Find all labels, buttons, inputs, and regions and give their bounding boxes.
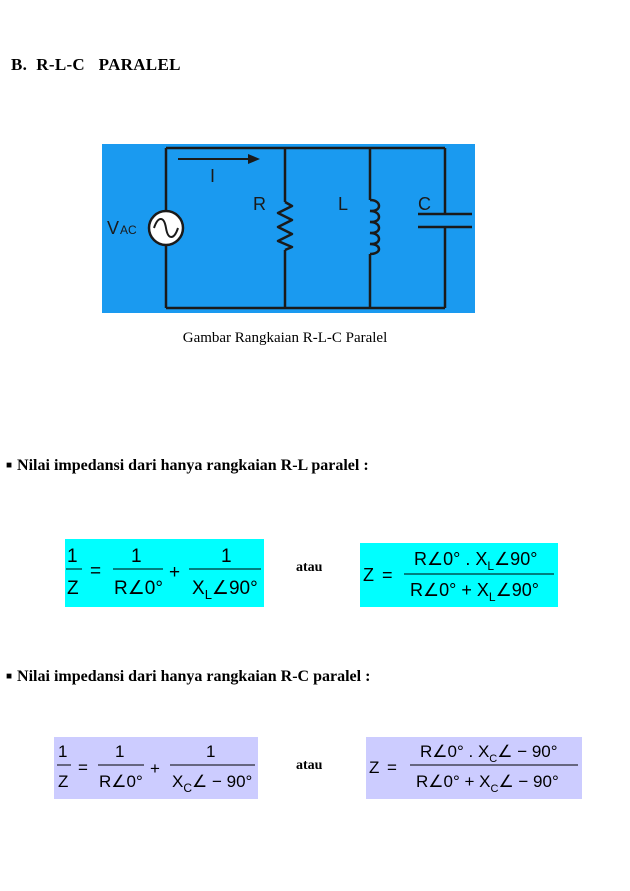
rl-left-t1-num: 1: [131, 546, 142, 567]
bullet-square-icon: ■: [6, 671, 13, 682]
rc-formula-left: [54, 737, 258, 799]
rl-left-eq: =: [90, 561, 102, 582]
rl-left-lhs-den: Z: [67, 578, 79, 599]
rl-heading: [6, 457, 369, 475]
rl-formula-left: [65, 539, 264, 607]
rc-right-lhs: Z: [369, 758, 380, 777]
rl-left-t1-den: R∠0°: [114, 578, 163, 599]
rc-left-t2-num: 1: [206, 742, 216, 761]
circuit-svg: [102, 144, 475, 313]
rc-left-t1-den: R∠0°: [99, 772, 143, 791]
rc-left-lhs-num: 1: [58, 742, 68, 761]
rl-right-den: R∠0° + $X_L\angle 90^\circ$: [410, 580, 539, 604]
rc-left-plus: +: [150, 759, 160, 778]
label-current: I: [210, 166, 216, 186]
label-source-sub: AC: [120, 223, 137, 237]
label-resistor: R: [253, 194, 266, 214]
rc-left-lhs-den: Z: [58, 772, 69, 791]
rl-left-t2-den: $X_L\angle 90^\circ$: [192, 578, 258, 602]
rc-left-t1-num: 1: [115, 742, 125, 761]
label-source: V: [107, 218, 120, 238]
rc-left-eq: =: [78, 758, 88, 777]
section-title: B. R-L-C PARALEL: [11, 55, 181, 74]
rc-left-t2-den: $X_C\angle - 90^\circ$: [172, 772, 253, 795]
rc-right-den: R∠0° + $X_C\angle - 90^\circ$: [416, 772, 559, 795]
circuit-diagram: [102, 144, 475, 313]
figure-caption: Gambar Rangkaian R-L-C Paralel: [182, 330, 388, 346]
rc-right-eq: =: [387, 758, 397, 777]
rc-atau-label: atau: [296, 758, 323, 773]
rl-atau-label: atau: [296, 560, 323, 575]
rl-right-num: R∠0° . $X_L\angle 90^\circ$: [414, 549, 538, 573]
label-capacitor: C: [418, 194, 431, 214]
rl-left-plus: +: [169, 562, 181, 583]
rl-heading-text: Nilai impedansi dari hanya rangkaian R-L paralel :: [17, 457, 369, 474]
rl-right-lhs: Z: [363, 565, 374, 585]
rc-formula-right: [366, 737, 582, 799]
rc-heading: [6, 668, 370, 686]
rl-right-eq: =: [382, 565, 393, 585]
rl-formula-right: [360, 543, 558, 607]
rl-left-t2-num: 1: [221, 546, 232, 567]
label-inductor: L: [338, 194, 349, 214]
rc-heading-text: Nilai impedansi dari hanya rangkaian R-C paralel :: [17, 668, 371, 685]
rc-right-num: R∠0° . $X_C\angle - 90^\circ$: [420, 742, 558, 765]
bullet-square-icon: ■: [6, 460, 13, 471]
rl-left-lhs-num: 1: [67, 546, 78, 567]
